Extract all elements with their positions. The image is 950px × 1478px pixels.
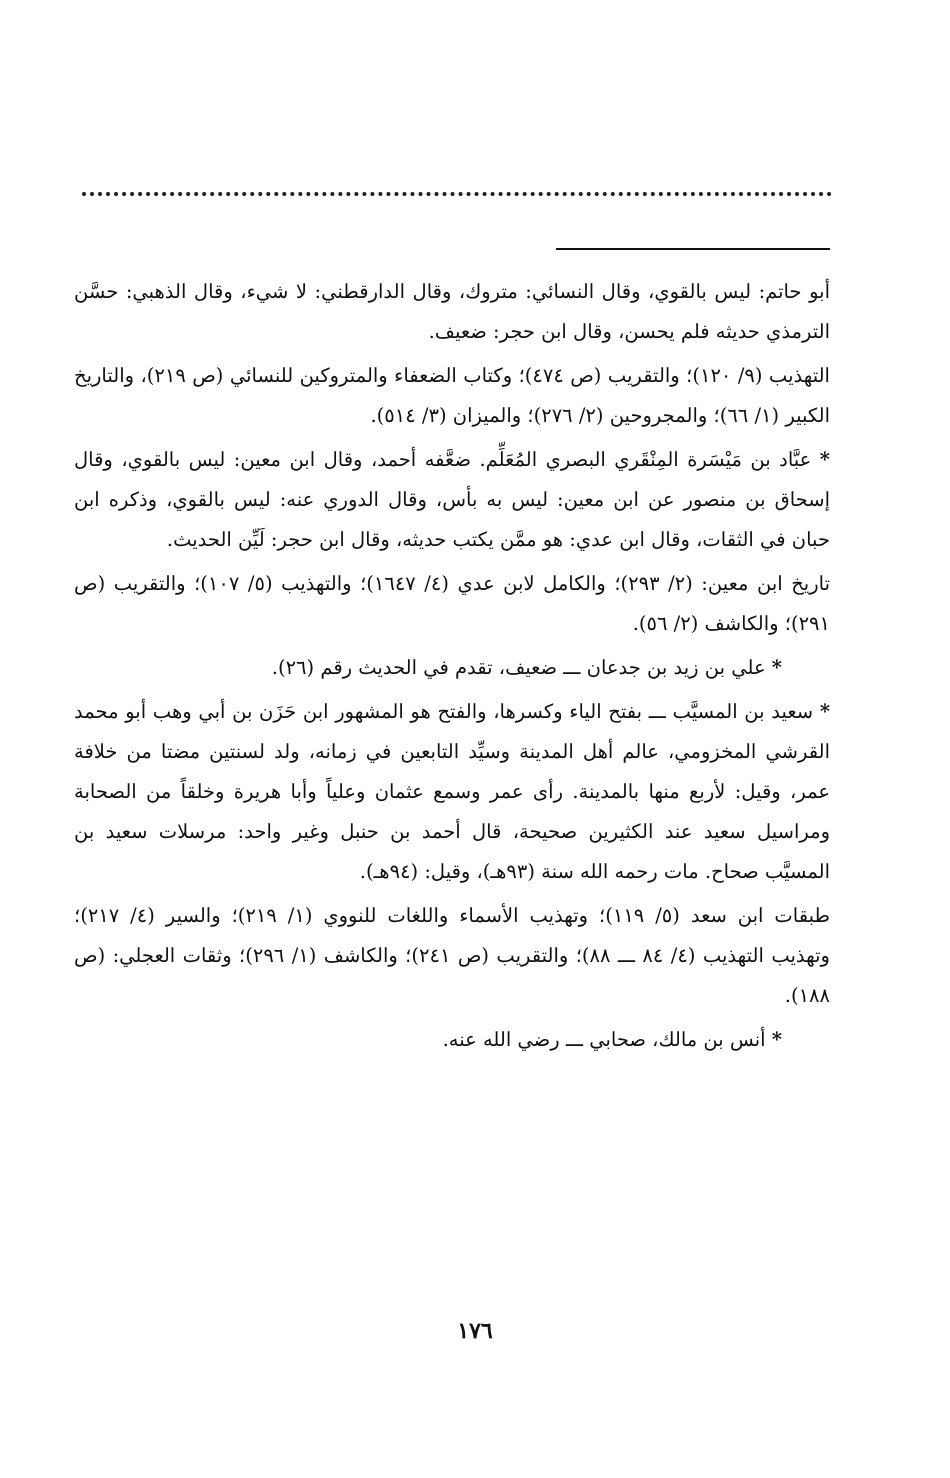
- entry-star-marker: *: [771, 656, 782, 679]
- footnote-references-3: طبقات ابن سعد (٥/ ١١٩)؛ وتهذيب الأسماء واللغات للنووي (١/ ٢١٩)؛ والسير (٤/ ٢١٧)؛ وتهذيب التهذيب (٤/ ٨٤ ـــ ٨٨)؛ والتقريب (ص ٢٤١)؛ والكاشف (١/ ٢٩٦)؛ وثقات العجلي: (ص ١٨٨).: [74, 904, 830, 1007]
- footnote-entry-abbad: [74, 440, 830, 560]
- dotted-separator: [82, 192, 832, 196]
- footnote-rule: [556, 248, 830, 250]
- entry-text: سعيد بن المسيَّب ـــ بفتح الياء وكسرها، والفتح هو المشهور ابن حَزَن بن أبي وهب أبو محمد القرشي المخزومي، عالم أهل المدينة وسيِّد التابعين في زمانه، ولد لسنتين مضتا من خلافة عمر، وقيل: لأربع منها بالمدينة. رأى عمر وسمع عثمان وعلياً وأبا هريرة وخلقاً من الصحابة ومراسيل سعيد عند الكثيرين صحيحة، قال أحمد بن حنبل وغير واحد: مرسلات سعيد بن المسيَّب صحاح. مات رحمه الله سنة (٩٣هـ)، وقيل: (٩٤هـ).: [74, 700, 830, 883]
- footnote-entry-saeed: [74, 692, 830, 892]
- entry-text: عبَّاد بن مَيْسَرة المِنْقَري البصري المُعَلِّم. ضعَّفه أحمد، وقال ابن معين: ليس بالقوي، وقال إسحاق بن منصور عن ابن معين: ليس به بأس، وقال الدوري عنه: ليس بالقوي، وذكره ابن حبان في الثقات، وقال ابن عدي: هو ممَّن يكتب حديثه، وقال ابن حجر: لَيِّن الحديث.: [74, 448, 830, 551]
- entry-text: أنس بن مالك، صحابي ـــ رضي الله عنه.: [442, 1028, 766, 1051]
- entry-star-marker: *: [819, 700, 831, 723]
- footnote-references-2: تاريخ ابن معين: (٢/ ٢٩٣)؛ والكامل لابن عدي (٤/ ١٦٤٧)؛ والتهذيب (٥/ ١٠٧)؛ والتقريب (ص ٢٩١)؛ والكاشف (٢/ ٥٦).: [74, 572, 830, 635]
- footnote-entry-ali: [74, 648, 830, 688]
- page-number: ١٧٦: [457, 1318, 493, 1344]
- footnote-paragraph-abu-hatim: أبو حاتم: ليس بالقوي، وقال النسائي: متروك، وقال الدارقطني: لا شيء، وقال الذهبي: حسَّن الترمذي حديثه فلم يحسن، وقال ابن حجر: ضعيف.: [74, 280, 830, 343]
- entry-star-marker: *: [819, 448, 830, 471]
- footnote-text-block: [74, 272, 830, 1060]
- footnote-entry-anas: [74, 1020, 830, 1060]
- entry-star-marker: *: [771, 1028, 782, 1051]
- entry-text: علي بن زيد بن جدعان ـــ ضعيف، تقدم في الحديث رقم (٢٦).: [271, 656, 766, 679]
- footnote-references-1: التهذيب (٩/ ١٢٠)؛ والتقريب (ص ٤٧٤)؛ وكتاب الضعفاء والمتروكين للنسائي (ص ٢١٩)، والتاريخ الكبير (١/ ٦٦)؛ والمجروحين (٢/ ٢٧٦)؛ والميزان (٣/ ٥١٤).: [74, 364, 830, 427]
